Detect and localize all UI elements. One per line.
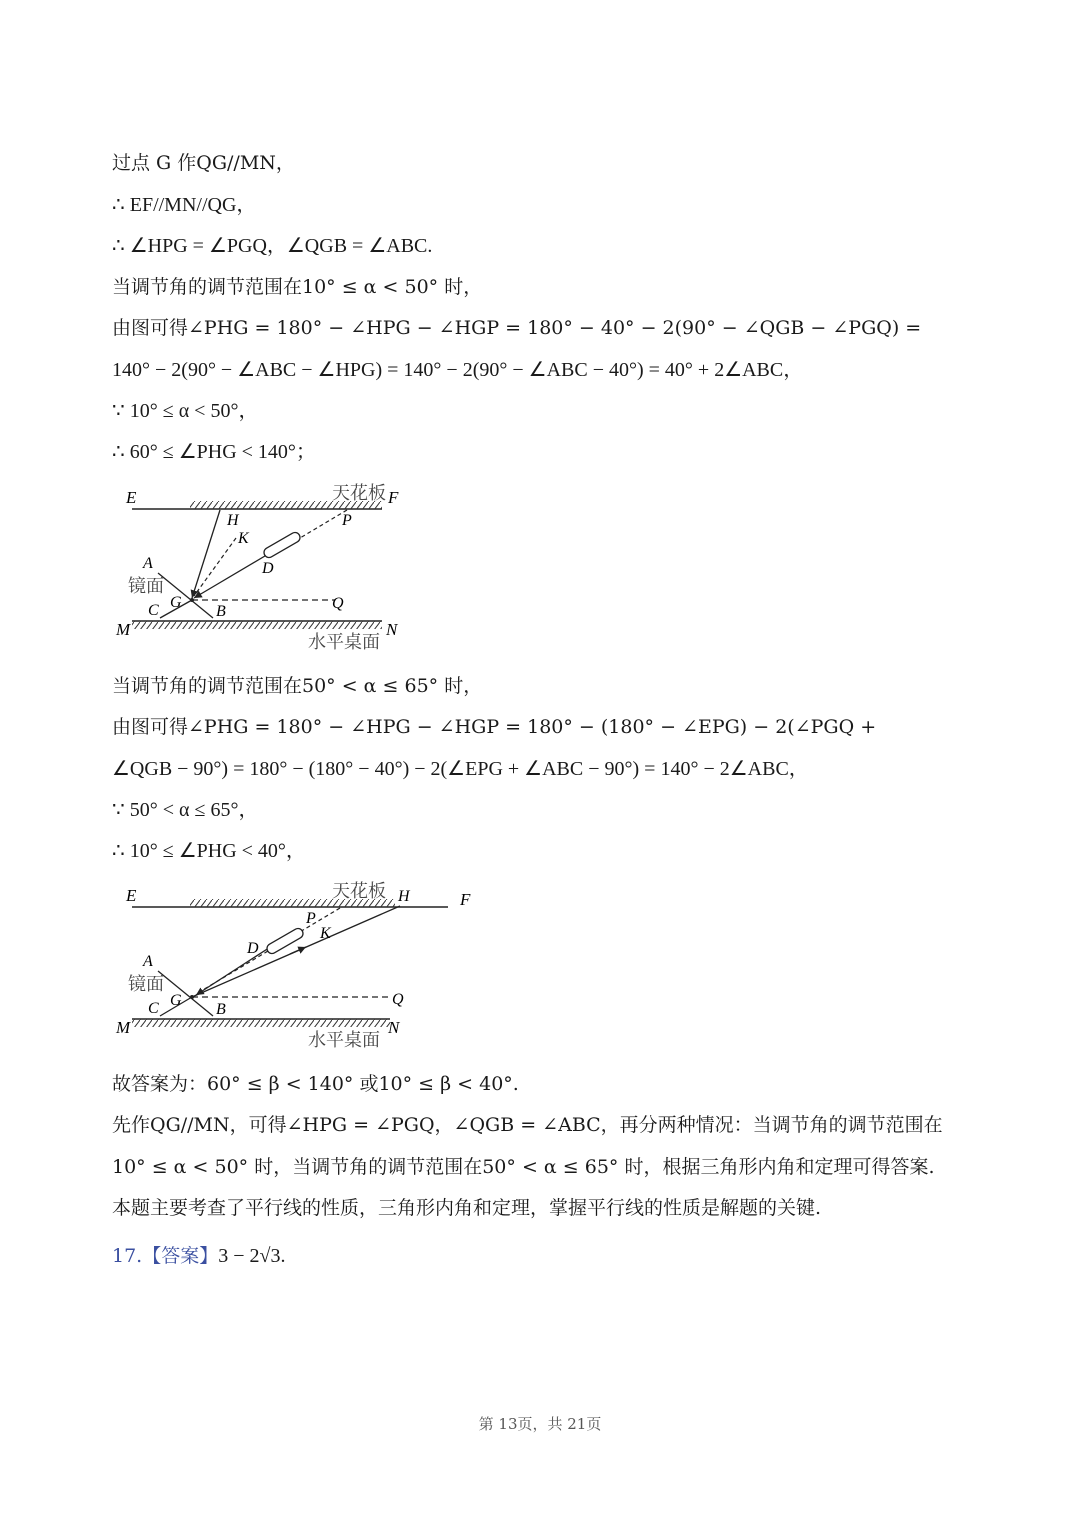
dg-line bbox=[196, 944, 275, 995]
kg-dashed bbox=[194, 538, 236, 596]
text-line-2: ∴ EF//MN//QG， bbox=[112, 194, 257, 216]
label-G: G bbox=[170, 594, 182, 611]
label-table: 水平桌面 bbox=[308, 632, 380, 652]
text-line-8: ∴ 60° ≤ ∠PHG < 140°； bbox=[112, 441, 316, 463]
label-K: K bbox=[320, 925, 331, 942]
answer-tag: 【答案】 bbox=[142, 1245, 219, 1267]
text-line-4: 当调节角的调节范围在10° ≤ α < 50° 时， bbox=[112, 276, 483, 298]
label-G: G bbox=[170, 992, 182, 1009]
mirror-line bbox=[158, 573, 213, 618]
label-A: A bbox=[143, 555, 153, 572]
page-footer: 第 13页，共 21页 bbox=[478, 1415, 602, 1433]
text-line-6: 140° − 2(90° − ∠ABC − ∠HPG) = 140° − 2(90° − ∠ABC − 40°) = 40° + 2∠ABC， bbox=[112, 359, 804, 381]
text-line-10: 由图可得∠PHG = 180° − ∠HPG − ∠HGP = 180° − (180° − ∠EPG) − 2(∠PGQ + bbox=[112, 716, 877, 738]
lamp-D bbox=[262, 531, 302, 560]
label-A: A bbox=[143, 953, 153, 970]
text-line-12: ∵ 50° < α ≤ 65°， bbox=[112, 799, 259, 821]
text-line-11: ∠QGB − 90°) = 180° − (180° − 40°) − 2(∠EPG + ∠ABC − 90°) = 140° − 2∠ABC， bbox=[112, 758, 809, 780]
answer-number: 17. bbox=[112, 1245, 143, 1267]
label-N: N bbox=[388, 1018, 400, 1037]
text-line-9: 当调节角的调节范围在50° < α ≤ 65° 时， bbox=[112, 675, 483, 697]
text-line-17: 本题主要考查了平行线的性质，三角形内角和定理，掌握平行线的性质是解题的关键. bbox=[112, 1197, 822, 1219]
label-D: D bbox=[247, 940, 259, 957]
mirror-line bbox=[158, 971, 213, 1016]
label-C: C bbox=[148, 1000, 159, 1017]
label-ceiling: 天花板 bbox=[332, 483, 386, 503]
label-K: K bbox=[238, 530, 249, 547]
label-E: E bbox=[126, 886, 137, 905]
pd-dashed bbox=[300, 510, 347, 538]
text-line-7: ∵ 10° ≤ α < 50°， bbox=[112, 400, 259, 422]
label-E: E bbox=[126, 488, 137, 507]
label-table: 水平桌面 bbox=[308, 1030, 380, 1050]
label-D: D bbox=[262, 560, 274, 577]
label-P: P bbox=[306, 910, 316, 927]
label-mirror: 镜面 bbox=[128, 576, 164, 596]
label-Q: Q bbox=[332, 595, 344, 612]
label-H: H bbox=[227, 512, 239, 529]
text-line-15: 先作QG//MN，可得∠HPG = ∠PGQ，∠QGB = ∠ABC，再分两种情况：当调节角的调节范围在 bbox=[112, 1114, 943, 1136]
label-Q: Q bbox=[392, 991, 404, 1008]
label-B: B bbox=[216, 1001, 226, 1018]
answer-value: 3 − 2√3. bbox=[218, 1245, 286, 1267]
text-line-1: 过点 G 作QG//MN， bbox=[112, 152, 295, 174]
label-H: H bbox=[398, 888, 410, 905]
answer-17 bbox=[112, 1243, 286, 1269]
text-line-14: 故答案为：60° ≤ β < 140° 或10° ≤ β < 40°. bbox=[112, 1073, 519, 1095]
label-M: M bbox=[116, 620, 131, 639]
label-N: N bbox=[386, 620, 398, 639]
lamp-D bbox=[265, 927, 305, 956]
label-F: F bbox=[460, 890, 471, 909]
label-mirror: 镜面 bbox=[128, 974, 164, 994]
text-line-16: 10° ≤ α < 50° 时，当调节角的调节范围在50° < α ≤ 65° 时，根据三角形内角和定理可得答案. bbox=[112, 1156, 935, 1178]
gh-arrow bbox=[290, 947, 306, 954]
text-line-3: ∴ ∠HPG = ∠PGQ，∠QGB = ∠ABC. bbox=[112, 235, 433, 257]
text-line-13: ∴ 10° ≤ ∠PHG < 40°， bbox=[112, 840, 306, 862]
label-P: P bbox=[342, 512, 352, 529]
label-M: M bbox=[116, 1018, 131, 1037]
figure-2-diagram bbox=[110, 876, 480, 1054]
label-C: C bbox=[148, 602, 159, 619]
figure-1-diagram bbox=[110, 478, 420, 653]
table-hatch bbox=[132, 1019, 390, 1027]
label-ceiling: 天花板 bbox=[332, 881, 386, 901]
text-line-5: 由图可得∠PHG = 180° − ∠HPG − ∠HGP = 180° − 40° − 2(90° − ∠QGB − ∠PGQ) = bbox=[112, 317, 922, 339]
dg-line bbox=[194, 553, 270, 598]
label-F: F bbox=[388, 488, 399, 507]
table-hatch bbox=[132, 621, 382, 629]
label-B: B bbox=[216, 603, 226, 620]
